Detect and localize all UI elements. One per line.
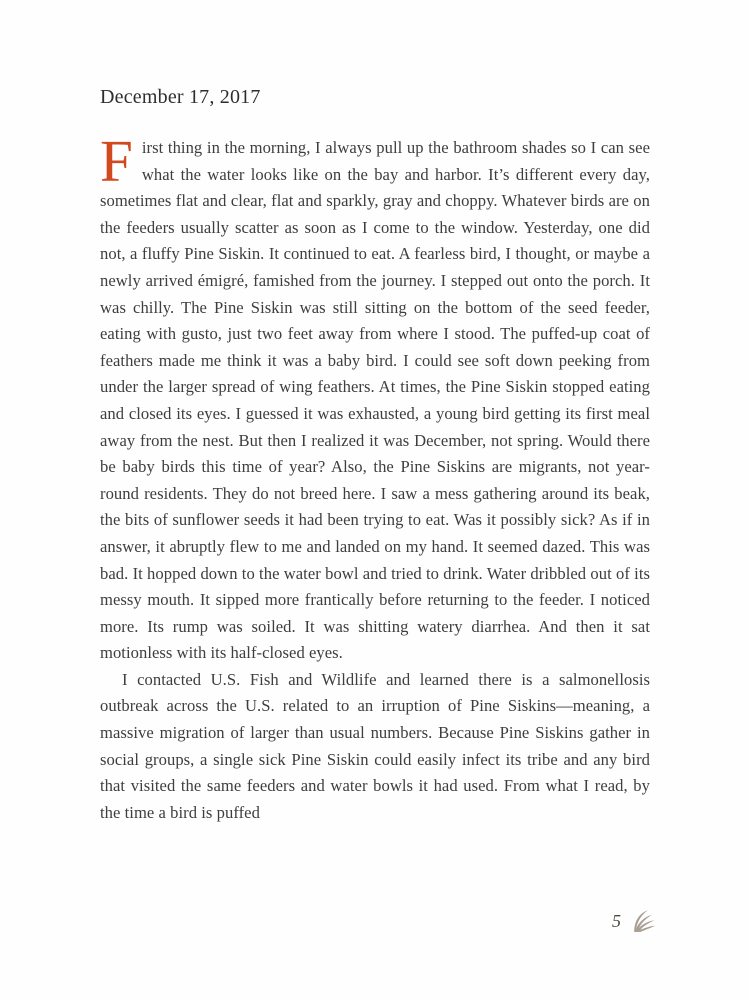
entry-date-heading: December 17, 2017 bbox=[100, 86, 261, 108]
page-footer bbox=[612, 908, 657, 935]
drop-cap: F bbox=[100, 128, 133, 194]
wing-ornament-icon bbox=[630, 908, 657, 935]
page-number: 5 bbox=[612, 911, 621, 931]
paragraph-second bbox=[100, 667, 650, 827]
paragraph-first bbox=[100, 128, 650, 667]
paragraph-first-text: irst thing in the morning, I always pull up the bathroom shades so I can see what the water looks like on the bay and harbor. It’s different every day, sometimes flat and clear, flat and sparkly, gray and choppy. Whatever birds are on the feeders usually scatter as soon as I come to the window. Yesterday, one did not, a fluffy Pine Siskin. It continued to eat. A fearless bird, I thought, or maybe a newly arrived émigré, famished from the journey. I stepped out onto the porch. It was chilly. The Pine Siskin was still sitting on the bottom of the seed feeder, eating with gusto, just two feet away from where I stood. The puffed-up coat of feathers made me think it was a baby bird. I could see soft down peeking from under the larger spread of wing feathers. At times, the Pine Siskin stopped eating and closed its eyes. I guessed it was exhausted, a young bird getting its first meal away from the nest. But then I realized it was December, not spring. Would there be baby birds this time of year? Also, the Pine Siskins are migrants, not year-round residents. They do not breed here. I saw a mess gathering around its beak, the bits of sunflower seeds it had been trying to eat. Was it possibly sick? As if in answer, it abruptly flew to me and landed on my hand. It seemed dazed. This was bad. It hopped down to the water bowl and tried to drink. Water dribbled out of its messy mouth. It sipped more frantically before returning to the feeder. I noticed more. Its rump was soiled. It was shitting watery diarrhea. And then it sat motionless with its half-closed eyes. bbox=[100, 138, 650, 663]
paragraph-second-text: I contacted U.S. Fish and Wildlife and learned there is a salmonellosis outbreak across the U.S. related to an irruption of Pine Siskins—meaning, a massive migration of larger than usual numbers. Because Pine Siskins gather in social groups, a single sick Pine Siskin could easily infect its tribe and any bird that visited the same feeders and water bowls it had used. From what I read, by the time a bird is puffed bbox=[100, 669, 650, 822]
page-text-block bbox=[100, 86, 650, 826]
